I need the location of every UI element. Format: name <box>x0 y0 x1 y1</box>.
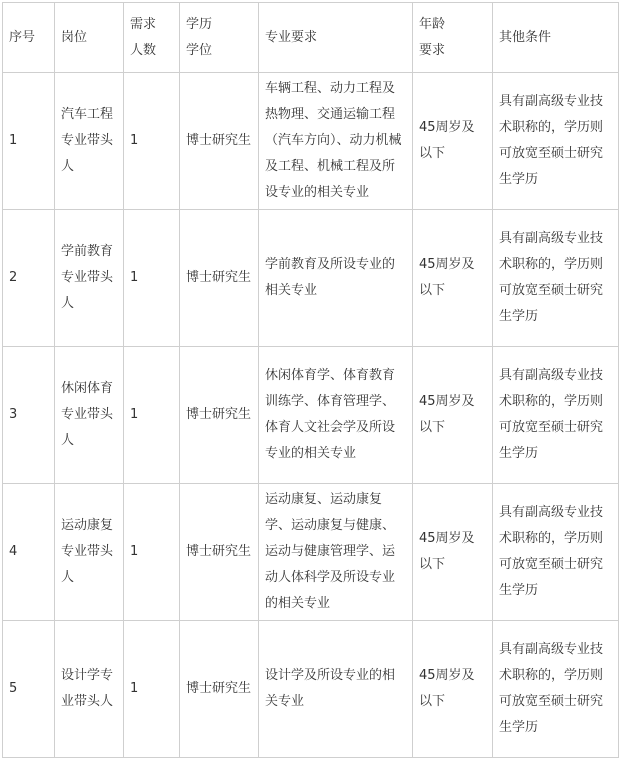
header-age-line1: 年龄 <box>419 16 446 32</box>
cell-other: 具有副高级专业技术职称的，学历则可放宽至硕士研究生学历 <box>493 621 619 758</box>
table-row <box>3 484 619 621</box>
cell-age: 45周岁及以下 <box>413 73 493 210</box>
cell-position: 设计学专业带头人 <box>55 621 124 758</box>
cell-other: 具有副高级专业技术职称的，学历则可放宽至硕士研究生学历 <box>493 484 619 621</box>
cell-major: 休闲体育学、体育教育训练学、体育管理学、体育人文社会学及所设专业的相关专业 <box>259 347 413 484</box>
cell-no: 3 <box>3 347 55 484</box>
cell-count: 1 <box>124 347 180 484</box>
cell-education: 博士研究生 <box>180 484 259 621</box>
cell-no: 4 <box>3 484 55 621</box>
cell-count: 1 <box>124 210 180 347</box>
cell-age: 45周岁及以下 <box>413 347 493 484</box>
table-row <box>3 347 619 484</box>
cell-education: 博士研究生 <box>180 210 259 347</box>
header-education-line1: 学历 <box>186 16 213 32</box>
header-no: 序号 <box>3 3 55 73</box>
cell-age: 45周岁及以下 <box>413 484 493 621</box>
cell-major: 运动康复、运动康复学、运动康复与健康、运动与健康管理学、运动人体科学及所设专业的相关专业 <box>259 484 413 621</box>
cell-education: 博士研究生 <box>180 347 259 484</box>
cell-count: 1 <box>124 484 180 621</box>
header-major: 专业要求 <box>259 3 413 73</box>
header-position: 岗位 <box>55 3 124 73</box>
header-other: 其他条件 <box>493 3 619 73</box>
cell-position: 休闲体育专业带头人 <box>55 347 124 484</box>
header-count-line1: 需求 <box>130 16 157 32</box>
cell-position: 运动康复专业带头人 <box>55 484 124 621</box>
cell-education: 博士研究生 <box>180 621 259 758</box>
cell-count: 1 <box>124 73 180 210</box>
cell-no: 1 <box>3 73 55 210</box>
cell-major: 车辆工程、动力工程及热物理、交通运输工程（汽车方向）、动力机械及工程、机械工程及所设专业的相关专业 <box>259 73 413 210</box>
table-row <box>3 73 619 210</box>
cell-age: 45周岁及以下 <box>413 210 493 347</box>
cell-major: 设计学及所设专业的相关专业 <box>259 621 413 758</box>
table-header-row <box>3 3 619 73</box>
header-age-line2: 要求 <box>419 42 446 58</box>
cell-no: 2 <box>3 210 55 347</box>
table-row <box>3 210 619 347</box>
cell-other: 具有副高级专业技术职称的，学历则可放宽至硕士研究生学历 <box>493 210 619 347</box>
cell-other: 具有副高级专业技术职称的，学历则可放宽至硕士研究生学历 <box>493 73 619 210</box>
cell-education: 博士研究生 <box>180 73 259 210</box>
header-age <box>413 3 493 73</box>
cell-major: 学前教育及所设专业的相关专业 <box>259 210 413 347</box>
cell-position: 汽车工程专业带头人 <box>55 73 124 210</box>
cell-no: 5 <box>3 621 55 758</box>
header-count-line2: 人数 <box>130 42 157 58</box>
cell-other: 具有副高级专业技术职称的，学历则可放宽至硕士研究生学历 <box>493 347 619 484</box>
header-education <box>180 3 259 73</box>
cell-count: 1 <box>124 621 180 758</box>
header-count <box>124 3 180 73</box>
recruitment-table <box>2 2 619 758</box>
cell-position: 学前教育专业带头人 <box>55 210 124 347</box>
cell-age: 45周岁及以下 <box>413 621 493 758</box>
header-education-line2: 学位 <box>186 42 213 58</box>
table-row <box>3 621 619 758</box>
